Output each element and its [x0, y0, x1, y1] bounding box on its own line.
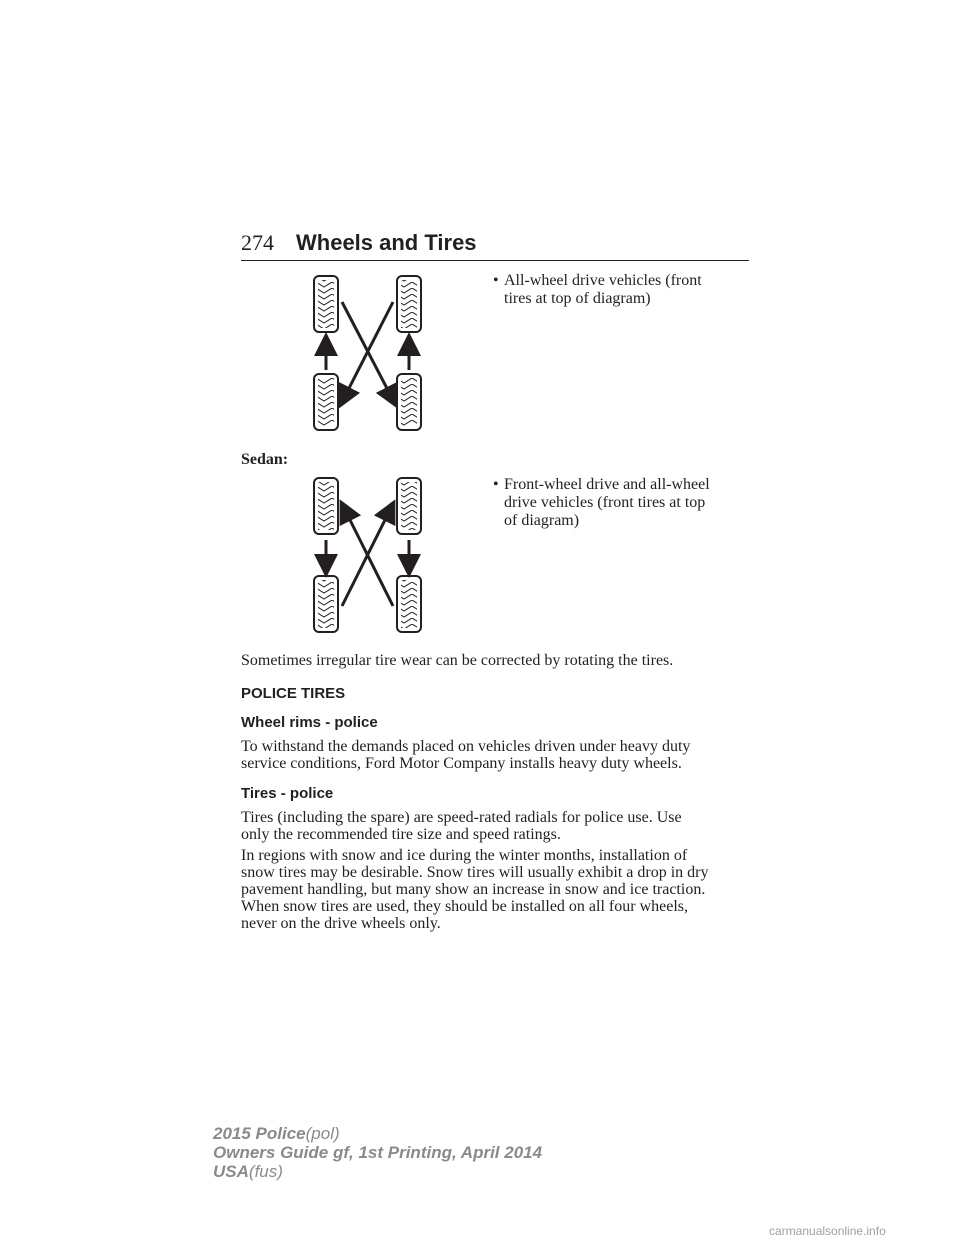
tire-rear-left — [314, 576, 338, 632]
footer-model: 2015 Police — [213, 1124, 306, 1143]
tire-front-left — [314, 478, 338, 534]
arrow-rear-right-to-front-left — [345, 510, 393, 606]
bullet-dot: • — [493, 272, 499, 289]
footer-market: USA — [213, 1162, 249, 1181]
watermark: carmanualsonline.info — [769, 1224, 886, 1238]
tire-front-right — [397, 478, 421, 534]
wheel-rims-line-2: service conditions, Ford Motor Company installs heavy duty wheels. — [241, 755, 682, 772]
snow-paragraph — [241, 847, 761, 932]
sedan-bullet-line-1: Front-wheel drive and all-wheel — [504, 476, 710, 493]
print-footer — [213, 1124, 542, 1181]
sedan-bullet-line-2: drive vehicles (front tires at top — [504, 494, 706, 511]
snow-line-5: never on the drive wheels only. — [241, 915, 441, 932]
tires-line-1: Tires (including the spare) are speed-rated radials for police use. Use — [241, 809, 682, 826]
wheel-rims-heading: Wheel rims - police — [241, 714, 378, 731]
awd-rotation-diagram — [300, 270, 440, 440]
tires-paragraph — [241, 809, 761, 843]
bullet-dot: • — [493, 476, 499, 493]
tire-front-right — [397, 276, 421, 332]
awd-bullet — [493, 272, 753, 312]
sedan-bullet-line-3: of diagram) — [504, 512, 580, 529]
snow-line-1: In regions with snow and ice during the winter months, installation of — [241, 847, 688, 864]
page-number: 274 — [241, 230, 274, 255]
awd-bullet-line-1: All-wheel drive vehicles (front — [504, 272, 702, 289]
tire-rear-right — [397, 374, 421, 430]
snow-line-4: When snow tires are used, they should be installed on all four wheels, — [241, 898, 688, 915]
tire-rear-right — [397, 576, 421, 632]
awd-bullet-line-2: tires at top of diagram) — [504, 290, 651, 307]
tires-heading: Tires - police — [241, 785, 334, 802]
footer-model-code: (pol) — [305, 1124, 340, 1143]
rotation-note: Sometimes irregular tire wear can be corrected by rotating the tires. — [241, 652, 674, 669]
sedan-label: Sedan: — [241, 451, 289, 468]
sedan-rotation-diagram — [300, 474, 440, 638]
snow-line-3: pavement handling, but many show an increase in snow and ice traction. — [241, 881, 706, 898]
snow-line-2: snow tires may be desirable. Snow tires will usually exhibit a drop in dry — [241, 864, 709, 881]
footer-printing: Owners Guide gf, 1st Printing, April 2014 — [213, 1143, 543, 1162]
wheel-rims-line-1: To withstand the demands placed on vehicles driven under heavy duty — [241, 738, 691, 755]
header-rule — [241, 260, 749, 261]
police-tires-heading: POLICE TIRES — [241, 685, 346, 702]
footer-market-code: (fus) — [248, 1162, 283, 1181]
section-title: Wheels and Tires — [296, 230, 477, 255]
page-header — [241, 230, 749, 262]
sedan-bullet — [493, 476, 753, 536]
tire-rear-left — [314, 374, 338, 430]
arrow-rear-left-to-front-right — [342, 510, 390, 606]
tires-line-2: only the recommended tire size and speed ratings. — [241, 826, 561, 843]
tire-front-left — [314, 276, 338, 332]
wheel-rims-paragraph — [241, 738, 761, 772]
